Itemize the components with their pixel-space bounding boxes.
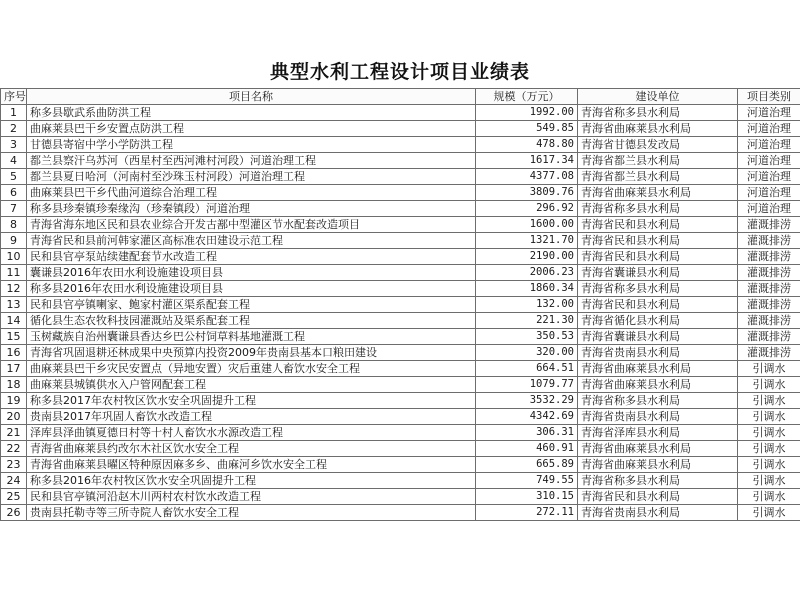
construction-unit: 青海省囊谦县水利局 [578,265,738,281]
row-number: 9 [1,233,27,249]
table-row [1,281,800,297]
project-name: 青海省海东地区民和县农业综合开发古鄯中型灌区节水配套改造项目 [27,217,476,233]
table-row [1,441,800,457]
project-scale: 460.91 [476,441,578,457]
project-name: 称多县珍秦镇珍秦缘沟（珍秦镇段）河道治理 [27,201,476,217]
table-row [1,249,800,265]
project-type: 河道治理 [738,105,800,121]
table-row [1,153,800,169]
project-name: 曲麻莱县巴干乡灾民安置点（异地安置）灾后重建人畜饮水安全工程 [27,361,476,377]
project-scale: 2190.00 [476,249,578,265]
table-row [1,361,800,377]
project-name: 称多县歇武系曲防洪工程 [27,105,476,121]
construction-unit: 青海省贵南县水利局 [578,409,738,425]
project-name: 曲麻莱县城镇供水入户管网配套工程 [27,377,476,393]
project-name: 曲麻莱县巴干乡安置点防洪工程 [27,121,476,137]
table-body [1,105,800,521]
construction-unit: 青海省甘德县发改局 [578,137,738,153]
project-scale: 478.80 [476,137,578,153]
project-scale: 310.15 [476,489,578,505]
row-number: 13 [1,297,27,313]
project-type: 灌溉排涝 [738,329,800,345]
construction-unit: 青海省称多县水利局 [578,201,738,217]
construction-unit: 青海省曲麻莱县水利局 [578,457,738,473]
table-row [1,329,800,345]
project-scale: 665.89 [476,457,578,473]
row-number: 23 [1,457,27,473]
project-type: 河道治理 [738,121,800,137]
construction-unit: 青海省都兰县水利局 [578,153,738,169]
table-row [1,489,800,505]
row-number: 12 [1,281,27,297]
row-number: 5 [1,169,27,185]
project-name: 都兰县夏日哈河（河南村至沙珠玉村河段）河道治理工程 [27,169,476,185]
construction-unit: 青海省称多县水利局 [578,473,738,489]
construction-unit: 青海省民和县水利局 [578,489,738,505]
project-name: 贵南县托勒寺等三所寺院人畜饮水安全工程 [27,505,476,521]
project-type: 引调水 [738,377,800,393]
project-scale: 272.11 [476,505,578,521]
row-number: 20 [1,409,27,425]
project-scale: 3809.76 [476,185,578,201]
table-row [1,233,800,249]
project-type: 引调水 [738,409,800,425]
header-scale: 规模（万元） [476,89,578,105]
project-scale: 1600.00 [476,217,578,233]
row-number: 8 [1,217,27,233]
construction-unit: 青海省曲麻莱县水利局 [578,441,738,457]
project-scale: 2006.23 [476,265,578,281]
project-scale: 3532.29 [476,393,578,409]
construction-unit: 青海省都兰县水利局 [578,169,738,185]
row-number: 10 [1,249,27,265]
project-scale: 4377.08 [476,169,578,185]
construction-unit: 青海省曲麻莱县水利局 [578,185,738,201]
project-type: 灌溉排涝 [738,265,800,281]
table-row [1,201,800,217]
project-name: 都兰县察汗乌苏河（西星村至西河滩村河段）河道治理工程 [27,153,476,169]
project-name: 玉树藏族自治州囊谦县香达乡巴公村饲草料基地灌溉工程 [27,329,476,345]
project-type: 引调水 [738,425,800,441]
construction-unit: 青海省民和县水利局 [578,297,738,313]
project-type: 河道治理 [738,153,800,169]
table-row [1,297,800,313]
row-number: 4 [1,153,27,169]
project-scale: 296.92 [476,201,578,217]
project-scale: 350.53 [476,329,578,345]
table-header-row [1,89,800,105]
construction-unit: 青海省民和县水利局 [578,249,738,265]
construction-unit: 青海省泽库县水利局 [578,425,738,441]
row-number: 17 [1,361,27,377]
row-number: 3 [1,137,27,153]
project-name: 青海省巩固退耕还林成果中央预算内投资2009年贵南县基本口粮田建设 [27,345,476,361]
project-scale: 549.85 [476,121,578,137]
project-type: 河道治理 [738,169,800,185]
project-scale: 1992.00 [476,105,578,121]
row-number: 22 [1,441,27,457]
construction-unit: 青海省民和县水利局 [578,217,738,233]
project-type: 灌溉排涝 [738,217,800,233]
project-type: 灌溉排涝 [738,233,800,249]
row-number: 6 [1,185,27,201]
project-scale: 132.00 [476,297,578,313]
construction-unit: 青海省循化县水利局 [578,313,738,329]
project-scale: 1321.70 [476,233,578,249]
project-name: 循化县生态农牧科技园灌溉站及渠系配套工程 [27,313,476,329]
project-type: 引调水 [738,393,800,409]
table-row [1,185,800,201]
row-number: 16 [1,345,27,361]
project-name: 青海省曲麻莱县曜区特种原因麻多乡、曲麻河乡饮水安全工程 [27,457,476,473]
project-scale: 320.00 [476,345,578,361]
table-row [1,377,800,393]
project-type: 引调水 [738,505,800,521]
construction-unit: 青海省贵南县水利局 [578,505,738,521]
project-name: 称多县2017年农村牧区饮水安全巩固提升工程 [27,393,476,409]
construction-unit: 青海省贵南县水利局 [578,345,738,361]
row-number: 14 [1,313,27,329]
project-scale: 1079.77 [476,377,578,393]
table-row [1,393,800,409]
project-name: 泽库县泽曲镇夏德日村等十村人畜饮水水源改造工程 [27,425,476,441]
project-type: 灌溉排涝 [738,345,800,361]
project-name: 囊谦县2016年农田水利设施建设项目县 [27,265,476,281]
project-name: 贵南县2017年巩固人畜饮水改造工程 [27,409,476,425]
construction-unit: 青海省民和县水利局 [578,233,738,249]
project-scale: 4342.69 [476,409,578,425]
header-name: 项目名称 [27,89,476,105]
row-number: 18 [1,377,27,393]
construction-unit: 青海省曲麻莱县水利局 [578,377,738,393]
row-number: 19 [1,393,27,409]
project-type: 灌溉排涝 [738,297,800,313]
project-type: 引调水 [738,489,800,505]
row-number: 11 [1,265,27,281]
construction-unit: 青海省称多县水利局 [578,393,738,409]
table-row [1,217,800,233]
project-type: 灌溉排涝 [738,313,800,329]
project-scale: 221.30 [476,313,578,329]
project-name: 称多县2016年农村牧区饮水安全巩固提升工程 [27,473,476,489]
table-row [1,265,800,281]
row-number: 1 [1,105,27,121]
project-scale: 664.51 [476,361,578,377]
row-number: 26 [1,505,27,521]
row-number: 7 [1,201,27,217]
project-name: 民和县官亭镇河沿赵木川两村农村饮水改造工程 [27,489,476,505]
project-scale: 749.55 [476,473,578,489]
project-type: 河道治理 [738,185,800,201]
project-name: 青海省民和县前河韩家灌区高标准农田建设示范工程 [27,233,476,249]
project-type: 河道治理 [738,201,800,217]
row-number: 2 [1,121,27,137]
construction-unit: 青海省称多县水利局 [578,105,738,121]
performance-table [0,88,800,521]
project-name: 民和县官亭镇喇家、鲍家村灌区渠系配套工程 [27,297,476,313]
table-row [1,409,800,425]
project-name: 曲麻莱县巴干乡代曲河道综合治理工程 [27,185,476,201]
construction-unit: 青海省囊谦县水利局 [578,329,738,345]
row-number: 25 [1,489,27,505]
construction-unit: 青海省称多县水利局 [578,281,738,297]
row-number: 21 [1,425,27,441]
project-type: 引调水 [738,361,800,377]
project-name: 民和县官亭泵站续建配套节水改造工程 [27,249,476,265]
header-no: 序号 [1,89,27,105]
project-scale: 306.31 [476,425,578,441]
table-row [1,313,800,329]
table-row [1,425,800,441]
project-type: 灌溉排涝 [738,249,800,265]
project-type: 引调水 [738,457,800,473]
page-title: 典型水利工程设计项目业绩表 [269,61,530,83]
row-number: 15 [1,329,27,345]
table-row [1,105,800,121]
header-unit: 建设单位 [578,89,738,105]
header-type: 项目类别 [738,89,800,105]
construction-unit: 青海省曲麻莱县水利局 [578,121,738,137]
row-number: 24 [1,473,27,489]
project-type: 河道治理 [738,137,800,153]
project-type: 灌溉排涝 [738,281,800,297]
project-name: 青海省曲麻莱县约改尔木社区饮水安全工程 [27,441,476,457]
project-type: 引调水 [738,441,800,457]
project-name: 称多县2016年农田水利设施建设项目县 [27,281,476,297]
table-row [1,473,800,489]
table-row [1,137,800,153]
project-name: 甘德县寄宿中学小学防洪工程 [27,137,476,153]
project-scale: 1617.34 [476,153,578,169]
project-type: 引调水 [738,473,800,489]
table-row [1,457,800,473]
construction-unit: 青海省曲麻莱县水利局 [578,361,738,377]
table-row [1,169,800,185]
table-row [1,345,800,361]
project-scale: 1860.34 [476,281,578,297]
table-row [1,121,800,137]
table-row [1,505,800,521]
